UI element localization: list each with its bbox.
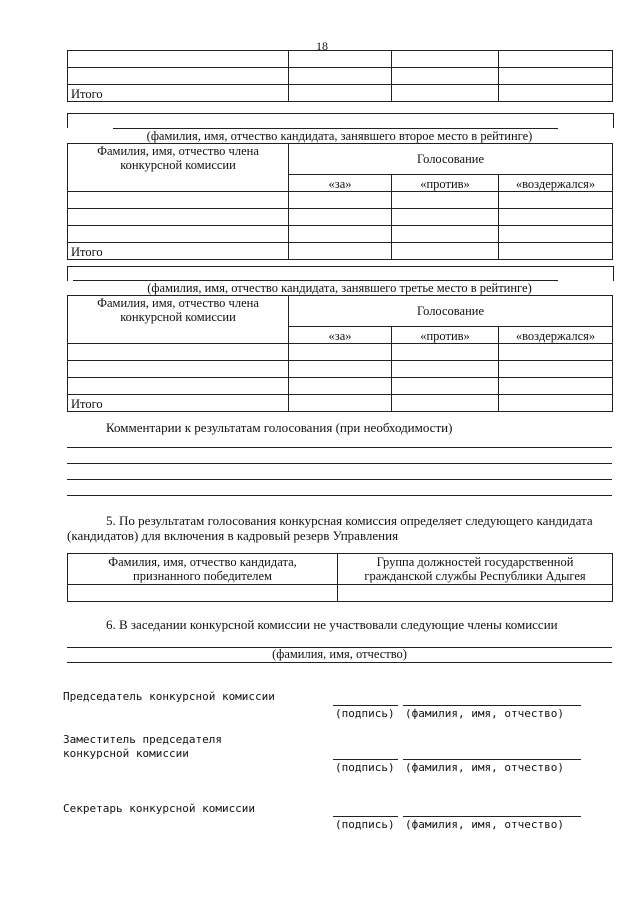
table-cell[interactable] — [68, 226, 289, 243]
table-cell[interactable] — [392, 68, 499, 85]
section5-text-line2: (кандидатов) для включения в кадровый резерв Управления — [67, 528, 399, 543]
member-header: Фамилия, имя, отчество члена конкурсной комиссии — [68, 296, 289, 344]
top-voting-table-continuation — [67, 50, 613, 102]
member-header: Фамилия, имя, отчество члена конкурсной комиссии — [68, 144, 289, 192]
name-caption: (фамилия, имя, отчество) — [405, 761, 564, 774]
column-for: «за» — [289, 175, 392, 192]
name-caption: (фамилия, имя, отчество) — [405, 818, 564, 831]
signature-line[interactable] — [333, 705, 398, 706]
signature-caption: (подпись) — [335, 761, 395, 774]
signature-line[interactable] — [333, 759, 398, 760]
table-cell[interactable] — [499, 51, 613, 68]
table-cell[interactable] — [68, 51, 289, 68]
table-cell[interactable] — [68, 344, 289, 361]
table-cell[interactable] — [499, 226, 613, 243]
total-label: Итого — [68, 395, 289, 412]
table-cell[interactable] — [289, 85, 392, 102]
table-cell[interactable] — [289, 209, 392, 226]
column-for: «за» — [289, 327, 392, 344]
table-cell[interactable] — [392, 243, 499, 260]
table-cell[interactable] — [289, 192, 392, 209]
table-cell[interactable] — [289, 378, 392, 395]
second-place-block — [67, 113, 614, 128]
table-cell[interactable] — [289, 68, 392, 85]
section5-text-line1: 5. По результатам голосования конкурсная комиссия определяет следующего кандидата — [106, 513, 593, 528]
secretary-label: Секретарь конкурсной комиссии — [63, 802, 256, 815]
table-cell[interactable] — [499, 395, 613, 412]
table-cell[interactable] — [68, 378, 289, 395]
header-line: Группа должностей государственной — [376, 555, 574, 569]
second-place-caption: (фамилия, имя, отчество кандидата, занявшего второе место в рейтинге) — [146, 129, 533, 143]
table-cell[interactable] — [392, 51, 499, 68]
column-against: «против» — [392, 327, 499, 344]
column-abstain: «воздержался» — [499, 327, 613, 344]
position-group-header — [338, 554, 613, 585]
signature-caption: (подпись) — [335, 707, 395, 720]
table-cell[interactable] — [68, 209, 289, 226]
deputy-label-line1: Заместитель председателя — [63, 733, 222, 746]
deputy-label-line2: конкурсной комиссии — [63, 747, 189, 760]
third-place-voting-table — [67, 295, 613, 412]
comments-line[interactable] — [67, 447, 612, 448]
section6-text: 6. В заседании конкурсной комиссии не участвовали следующие члены комиссии — [106, 617, 558, 632]
comments-label: Комментарии к результатам голосования (при необходимости) — [106, 420, 453, 435]
table-cell[interactable] — [289, 344, 392, 361]
winner-name-header — [68, 554, 338, 585]
table-cell[interactable] — [68, 192, 289, 209]
table-cell[interactable] — [392, 344, 499, 361]
total-label: Итого — [68, 85, 289, 102]
absent-members-line[interactable] — [67, 662, 612, 663]
comments-line[interactable] — [67, 463, 612, 464]
name-line[interactable] — [403, 759, 581, 760]
table-cell[interactable] — [68, 585, 338, 602]
header-line: Фамилия, имя, отчество кандидата, — [108, 555, 297, 569]
comments-line[interactable] — [67, 495, 612, 496]
table-cell[interactable] — [68, 68, 289, 85]
table-cell[interactable] — [392, 395, 499, 412]
absent-members-caption: (фамилия, имя, отчество) — [272, 647, 407, 661]
table-cell[interactable] — [499, 85, 613, 102]
name-line[interactable] — [403, 816, 581, 817]
voting-header: Голосование — [289, 144, 613, 175]
table-cell[interactable] — [392, 85, 499, 102]
name-line[interactable] — [403, 705, 581, 706]
winner-table — [67, 553, 613, 602]
name-caption: (фамилия, имя, отчество) — [405, 707, 564, 720]
table-cell[interactable] — [289, 361, 392, 378]
table-cell[interactable] — [289, 51, 392, 68]
table-cell[interactable] — [392, 192, 499, 209]
table-cell[interactable] — [499, 361, 613, 378]
third-place-block — [67, 266, 614, 281]
column-abstain: «воздержался» — [499, 175, 613, 192]
table-cell[interactable] — [499, 378, 613, 395]
table-cell[interactable] — [499, 243, 613, 260]
page-number: 18 — [316, 39, 328, 53]
table-cell[interactable] — [289, 226, 392, 243]
table-cell[interactable] — [392, 378, 499, 395]
signature-caption: (подпись) — [335, 818, 395, 831]
third-place-caption: (фамилия, имя, отчество кандидата, занявшего третье место в рейтинге) — [147, 281, 532, 295]
signature-line[interactable] — [333, 816, 398, 817]
column-against: «против» — [392, 175, 499, 192]
voting-header: Голосование — [289, 296, 613, 327]
table-cell[interactable] — [392, 361, 499, 378]
table-cell[interactable] — [499, 192, 613, 209]
table-cell[interactable] — [499, 209, 613, 226]
table-cell[interactable] — [392, 226, 499, 243]
comments-line[interactable] — [67, 479, 612, 480]
table-cell[interactable] — [289, 395, 392, 412]
second-place-voting-table — [67, 143, 613, 260]
table-cell[interactable] — [392, 209, 499, 226]
table-cell[interactable] — [289, 243, 392, 260]
table-cell[interactable] — [499, 68, 613, 85]
chair-label: Председатель конкурсной комиссии — [63, 690, 275, 703]
header-line: признанного победителем — [133, 569, 272, 583]
header-line: гражданской службы Республики Адыгея — [364, 569, 586, 583]
table-cell[interactable] — [499, 344, 613, 361]
total-label: Итого — [68, 243, 289, 260]
table-cell[interactable] — [338, 585, 613, 602]
table-cell[interactable] — [68, 361, 289, 378]
